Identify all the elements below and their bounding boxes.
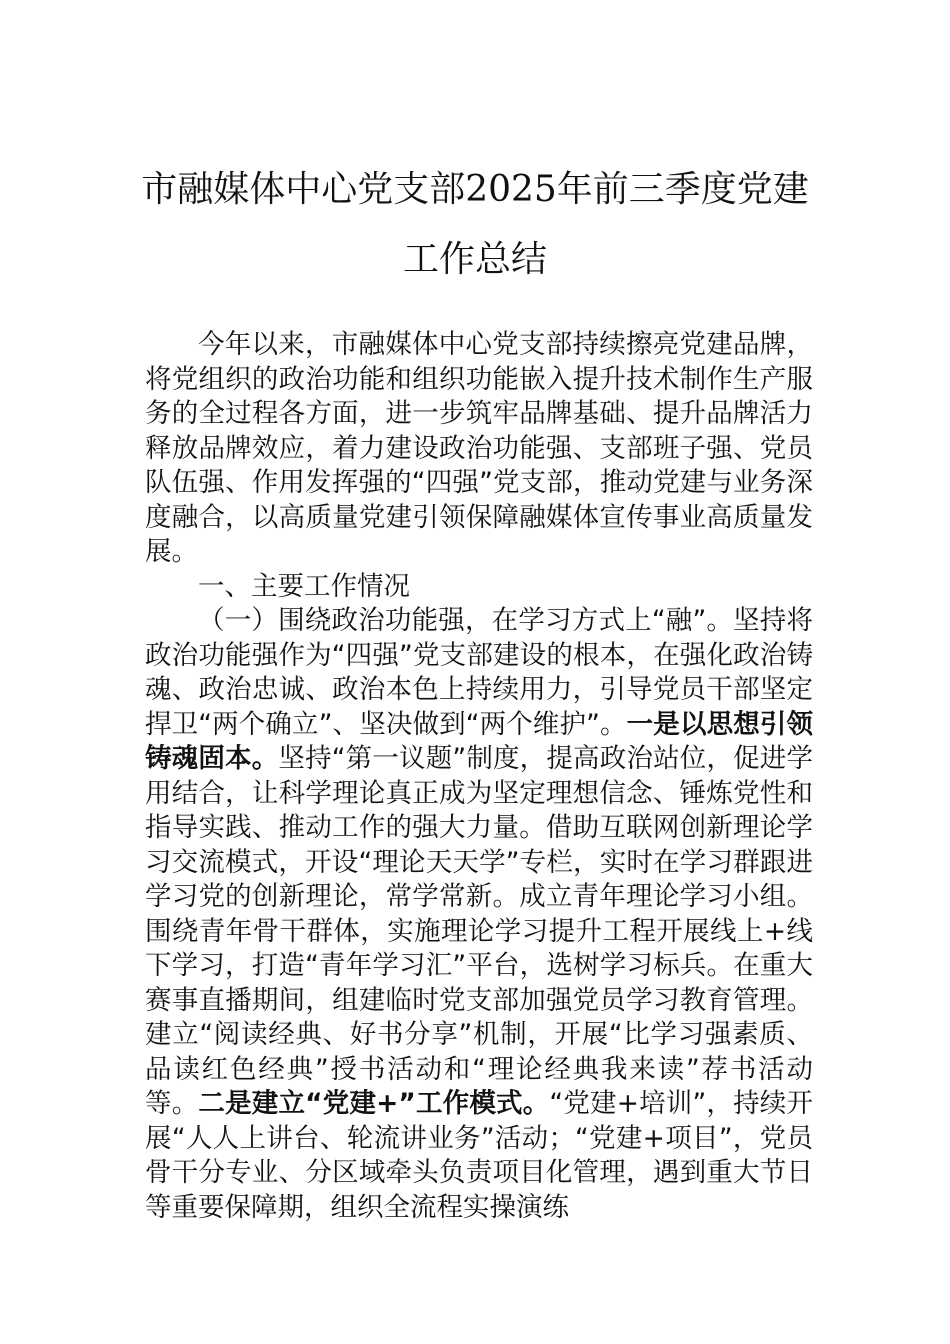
document-title-line-2: 工作总结 xyxy=(402,239,547,280)
point-two-text: “党建+培训”，持续开展“人人上讲台、轮流讲业务”活动；“党建+项目”，党员骨干分专业、分区域牵头负责项目化管理，遇到重大节日等重要保障期，组织全流程实操演练 xyxy=(145,1088,813,1223)
point-one-heading: 一是以思想引领铸魂固本。 xyxy=(145,708,813,774)
section-heading: 一、主要工作情况 xyxy=(198,571,410,602)
paragraph-intro-text: （一）围绕政治功能强，在学习方式上“融”。坚持将政治功能强作为“四强”党支部建设的根本，在强化政治铸魂、政治忠诚、政治本色上持续用力，引导党员干部坚定捍卫“两个确立”、坚决做到“两个维护”。 xyxy=(145,605,813,740)
document-title-line-1: 市融媒体中心党支部2025年前三季度党建 xyxy=(141,169,809,210)
section-heading-block xyxy=(145,570,813,605)
point-two-heading: 二是建立“党建+”工作模式。 xyxy=(198,1088,550,1119)
intro-paragraph-block xyxy=(145,328,813,570)
point-one-text: 坚持“第一议题”制度，提高政治站位，促进学用结合，让科学理论真正成为坚定理想信念、锤炼党性和指导实践、推动工作的强大力量。借助互联网创新理论学习交流模式，开设“理论天天学”专栏，实时在学习群跟进学习党的创新理论，常学常新。成立青年理论学习小组。围绕青年骨干群体，实施理论学习提升工程开展线上+线下学习，打造“青年学习汇”平台，选树学习标兵。在重大赛事直播期间，组建临时党支部加强党员学习教育管理。建立“阅读经典、好书分享”机制，开展“比学习强素质、品读红色经典”授书活动和“理论经典我来读”荐书活动等。 xyxy=(145,743,813,1119)
section-paragraph-block xyxy=(145,604,813,1225)
intro-paragraph: 今年以来，市融媒体中心党支部持续擦亮党建品牌，将党组织的政治功能和组织功能嵌入提升技术制作生产服务的全过程各方面，进一步筑牢品牌基础、提升品牌活力释放品牌效应，着力建设政治功能强、支部班子强、党员队伍强、作用发挥强的“四强”党支部，推动党建与业务深度融合，以高质量党建引领保障融媒体宣传事业高质量发展。 xyxy=(145,329,813,567)
section-paragraph xyxy=(145,604,813,1225)
